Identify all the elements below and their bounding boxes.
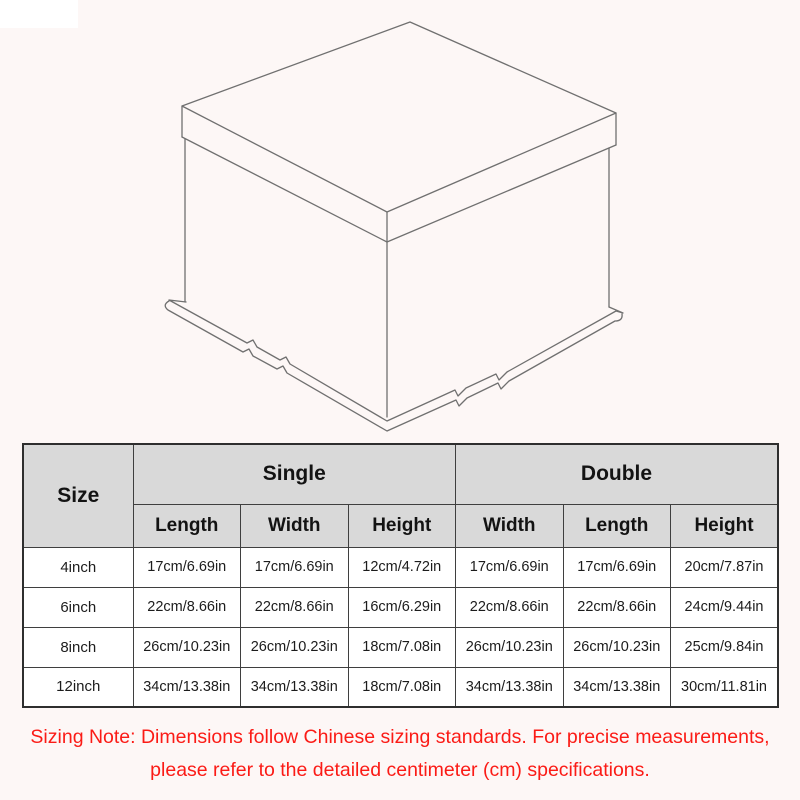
cell-double-length: 34cm/13.38in <box>563 667 671 707</box>
box-lid-band-bottom <box>182 137 616 242</box>
double-group-header: Double <box>456 444 779 504</box>
cell-single-length: 26cm/10.23in <box>133 627 241 667</box>
cell-single-height: 16cm/6.29in <box>348 587 456 627</box>
box-body-edges <box>185 139 609 417</box>
table-row-8inch <box>23 627 778 667</box>
cell-double-length: 26cm/10.23in <box>563 627 671 667</box>
single-width-header: Width <box>241 504 349 547</box>
cell-single-length: 34cm/13.38in <box>133 667 241 707</box>
cell-single-width: 26cm/10.23in <box>241 627 349 667</box>
cell-single-height: 12cm/4.72in <box>348 547 456 587</box>
box-tray-bottom-edge <box>165 301 622 431</box>
double-length-header: Length <box>563 504 671 547</box>
cell-double-width: 34cm/13.38in <box>456 667 564 707</box>
cell-double-height: 20cm/7.87in <box>671 547 779 587</box>
box-lid-top <box>182 22 616 212</box>
row-size-label: 6inch <box>23 587 133 627</box>
single-height-header: Height <box>348 504 456 547</box>
cell-double-height: 25cm/9.84in <box>671 627 779 667</box>
cell-double-width: 22cm/8.66in <box>456 587 564 627</box>
table-row-4inch <box>23 547 778 587</box>
cell-single-height: 18cm/7.08in <box>348 627 456 667</box>
sizing-note <box>0 721 800 786</box>
single-group-header: Single <box>133 444 456 504</box>
cell-double-width: 26cm/10.23in <box>456 627 564 667</box>
cell-single-height: 18cm/7.08in <box>348 667 456 707</box>
size-chart <box>22 443 779 708</box>
row-size-label: 8inch <box>23 627 133 667</box>
cell-single-width: 22cm/8.66in <box>241 587 349 627</box>
cell-single-width: 17cm/6.69in <box>241 547 349 587</box>
cell-double-width: 17cm/6.69in <box>456 547 564 587</box>
cell-double-length: 17cm/6.69in <box>563 547 671 587</box>
double-height-header: Height <box>671 504 779 547</box>
cell-double-height: 30cm/11.81in <box>671 667 779 707</box>
table-row-12inch <box>23 667 778 707</box>
table-row-6inch <box>23 587 778 627</box>
cell-single-width: 34cm/13.38in <box>241 667 349 707</box>
cell-single-length: 22cm/8.66in <box>133 587 241 627</box>
box-lid-band-edges <box>182 106 616 242</box>
sizing-note-line1: Sizing Note: Dimensions follow Chinese sizing standards. For precise measurements, <box>30 726 770 748</box>
row-size-label: 4inch <box>23 547 133 587</box>
size-column-header: Size <box>23 444 133 547</box>
cell-single-length: 17cm/6.69in <box>133 547 241 587</box>
box-tray-top-edge <box>169 300 623 421</box>
cell-double-height: 24cm/9.44in <box>671 587 779 627</box>
size-table <box>22 443 779 708</box>
single-length-header: Length <box>133 504 241 547</box>
cell-double-length: 22cm/8.66in <box>563 587 671 627</box>
double-width-header: Width <box>456 504 564 547</box>
row-size-label: 12inch <box>23 667 133 707</box>
sizing-note-line2: please refer to the detailed centimeter (cm) specifications. <box>150 758 650 781</box>
